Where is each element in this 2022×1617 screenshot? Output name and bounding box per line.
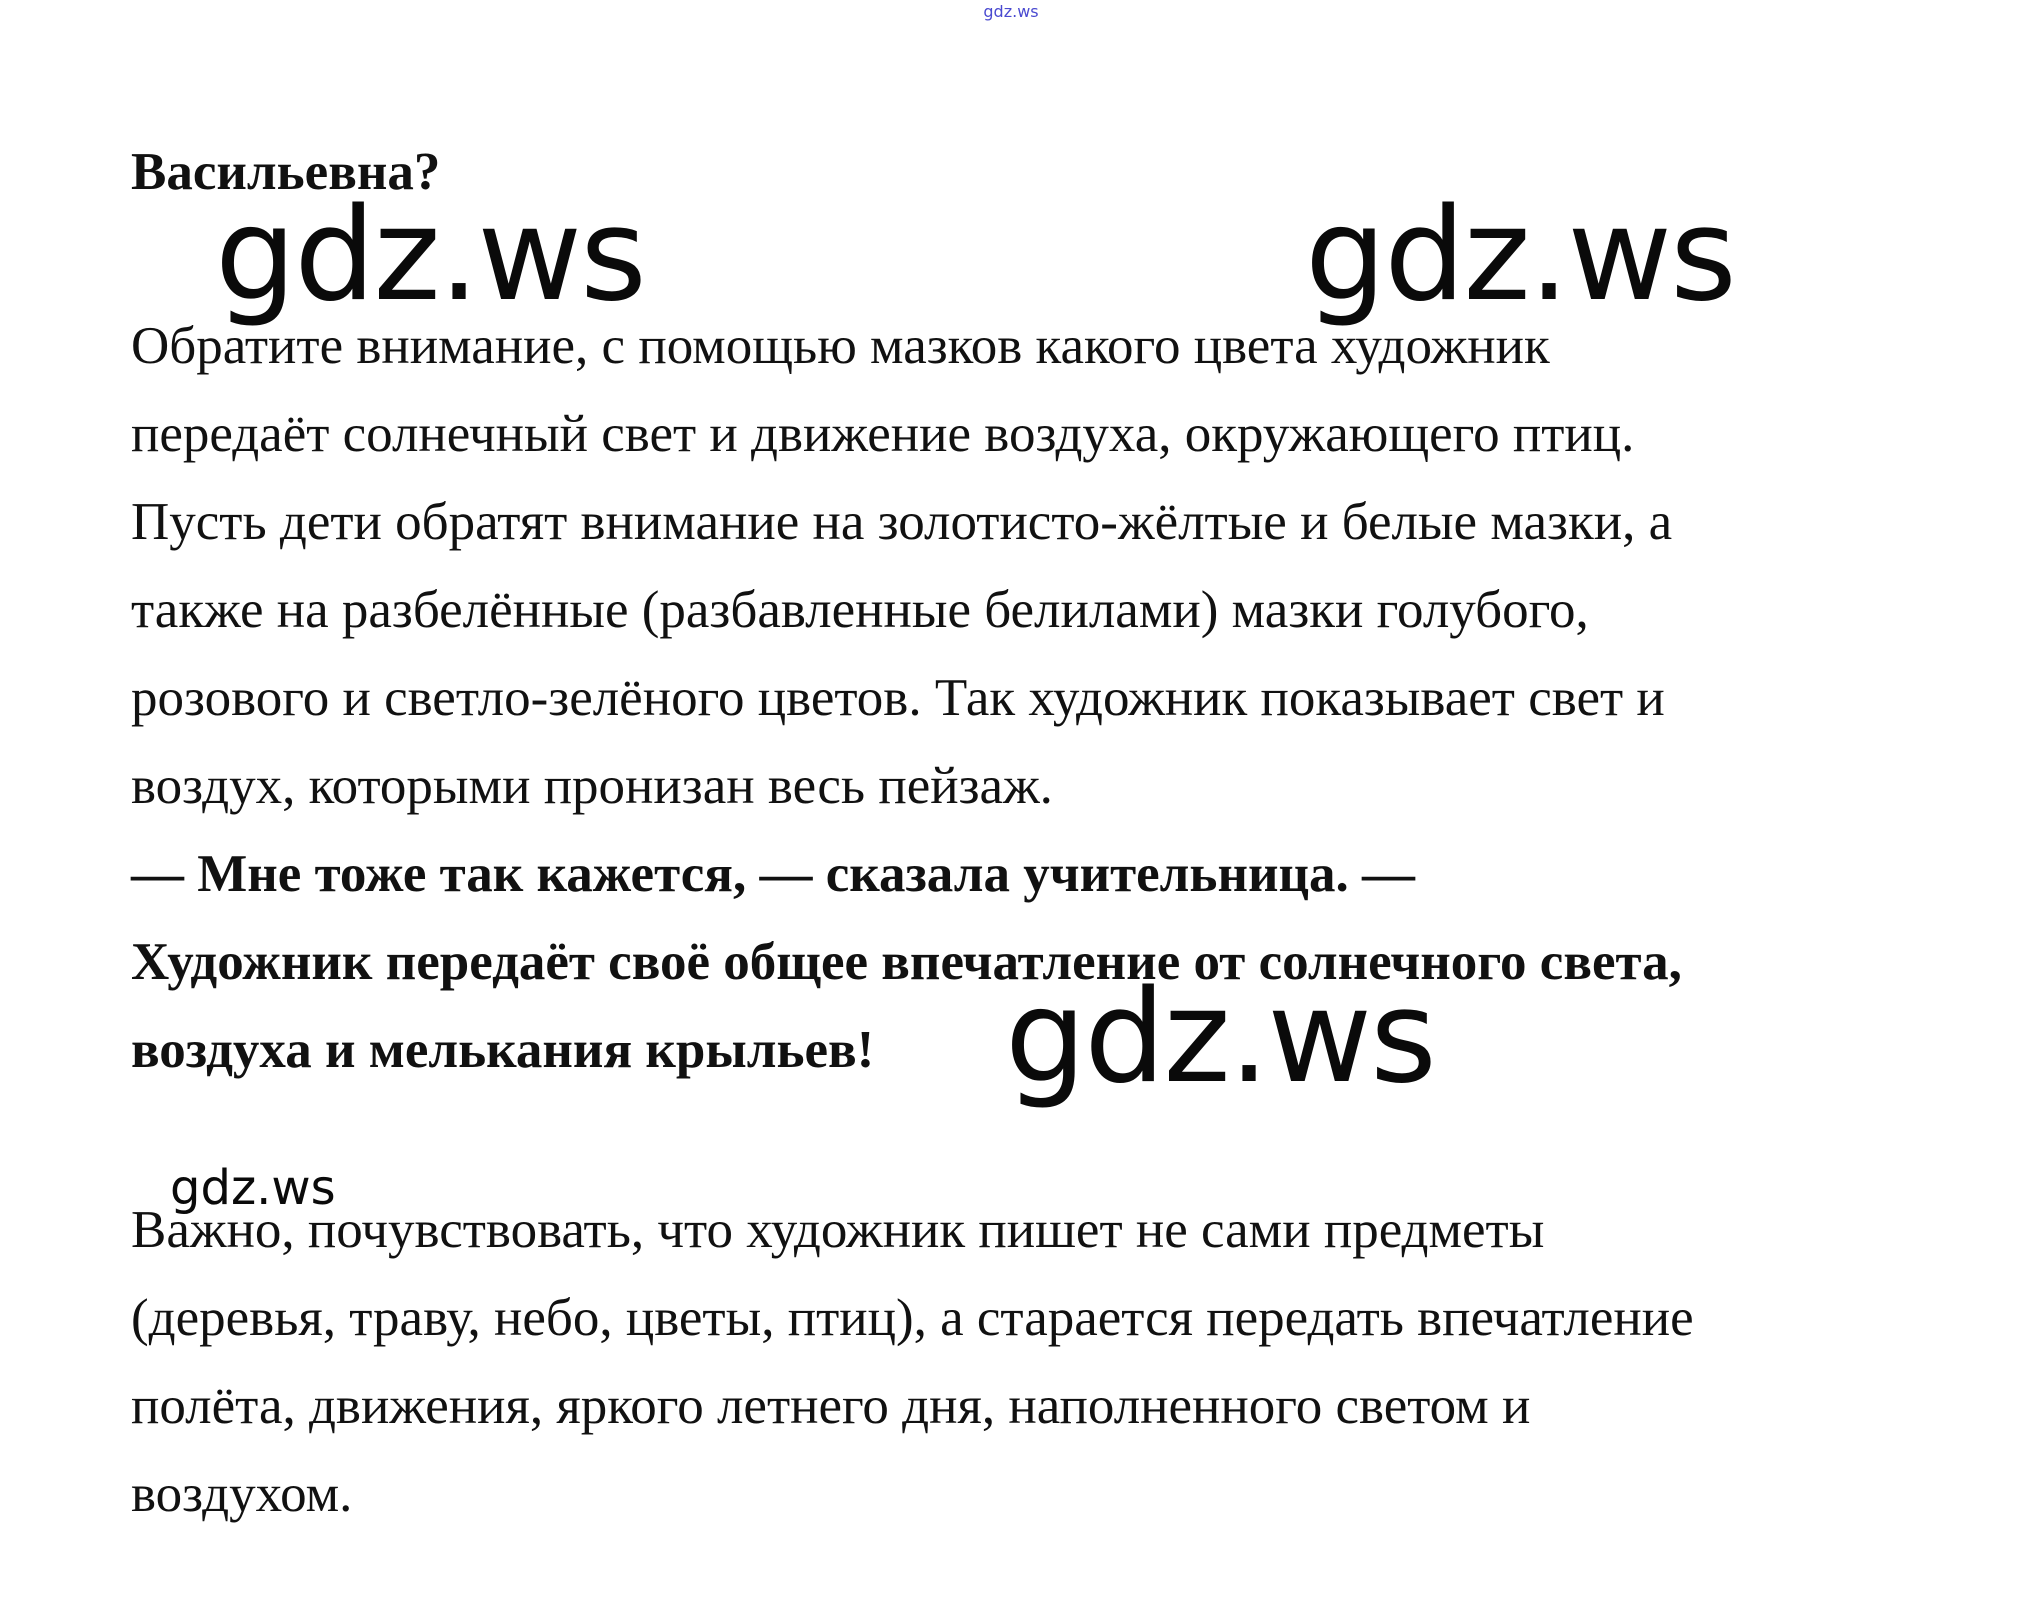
paragraph-2-line-1: Важно, почувствовать, что художник пишет не сами предметы (131, 1201, 1545, 1259)
quote-line-3: воздуха и мелькания крыльев! (131, 1021, 875, 1079)
paragraph-1-line-4: также на разбелённые (разбавленные белилами) мазки голубого, (131, 581, 1589, 639)
paragraph-1-line-3: Пусть дети обратят внимание на золотисто-жёлтые и белые мазки, а (131, 493, 1673, 551)
watermark-top-left: gdz.ws (215, 181, 645, 330)
quote-line-1: — Мне тоже так кажется, — сказала учительница. — (131, 845, 1416, 903)
heading-tail: Васильевна? (131, 143, 441, 201)
paragraph-1-line-1: Обратите внимание, с помощью мазков какого цвета художник (131, 317, 1550, 375)
watermark-top-right: gdz.ws (1305, 181, 1735, 330)
paragraph-1-line-6: воздух, которыми пронизан весь пейзаж. (131, 757, 1053, 815)
paragraph-1-line-2: передаёт солнечный свет и движение воздуха, окружающего птиц. (131, 405, 1635, 463)
quote-line-2: Художник передаёт своё общее впечатление от солнечного света, (131, 933, 1682, 991)
watermark-middle: gdz.ws (1005, 963, 1435, 1112)
site-link[interactable]: gdz.ws (983, 2, 1039, 21)
watermark-small: gdz.ws (170, 1160, 336, 1216)
paragraph-2-line-2: (деревья, траву, небо, цветы, птиц), а старается передать впечатление (131, 1289, 1694, 1347)
paragraph-2-line-3: полёта, движения, яркого летнего дня, наполненного светом и (131, 1377, 1531, 1435)
paragraph-1-line-5: розового и светло-зелёного цветов. Так художник показывает свет и (131, 669, 1665, 727)
paragraph-2-line-4: воздухом. (131, 1465, 353, 1523)
